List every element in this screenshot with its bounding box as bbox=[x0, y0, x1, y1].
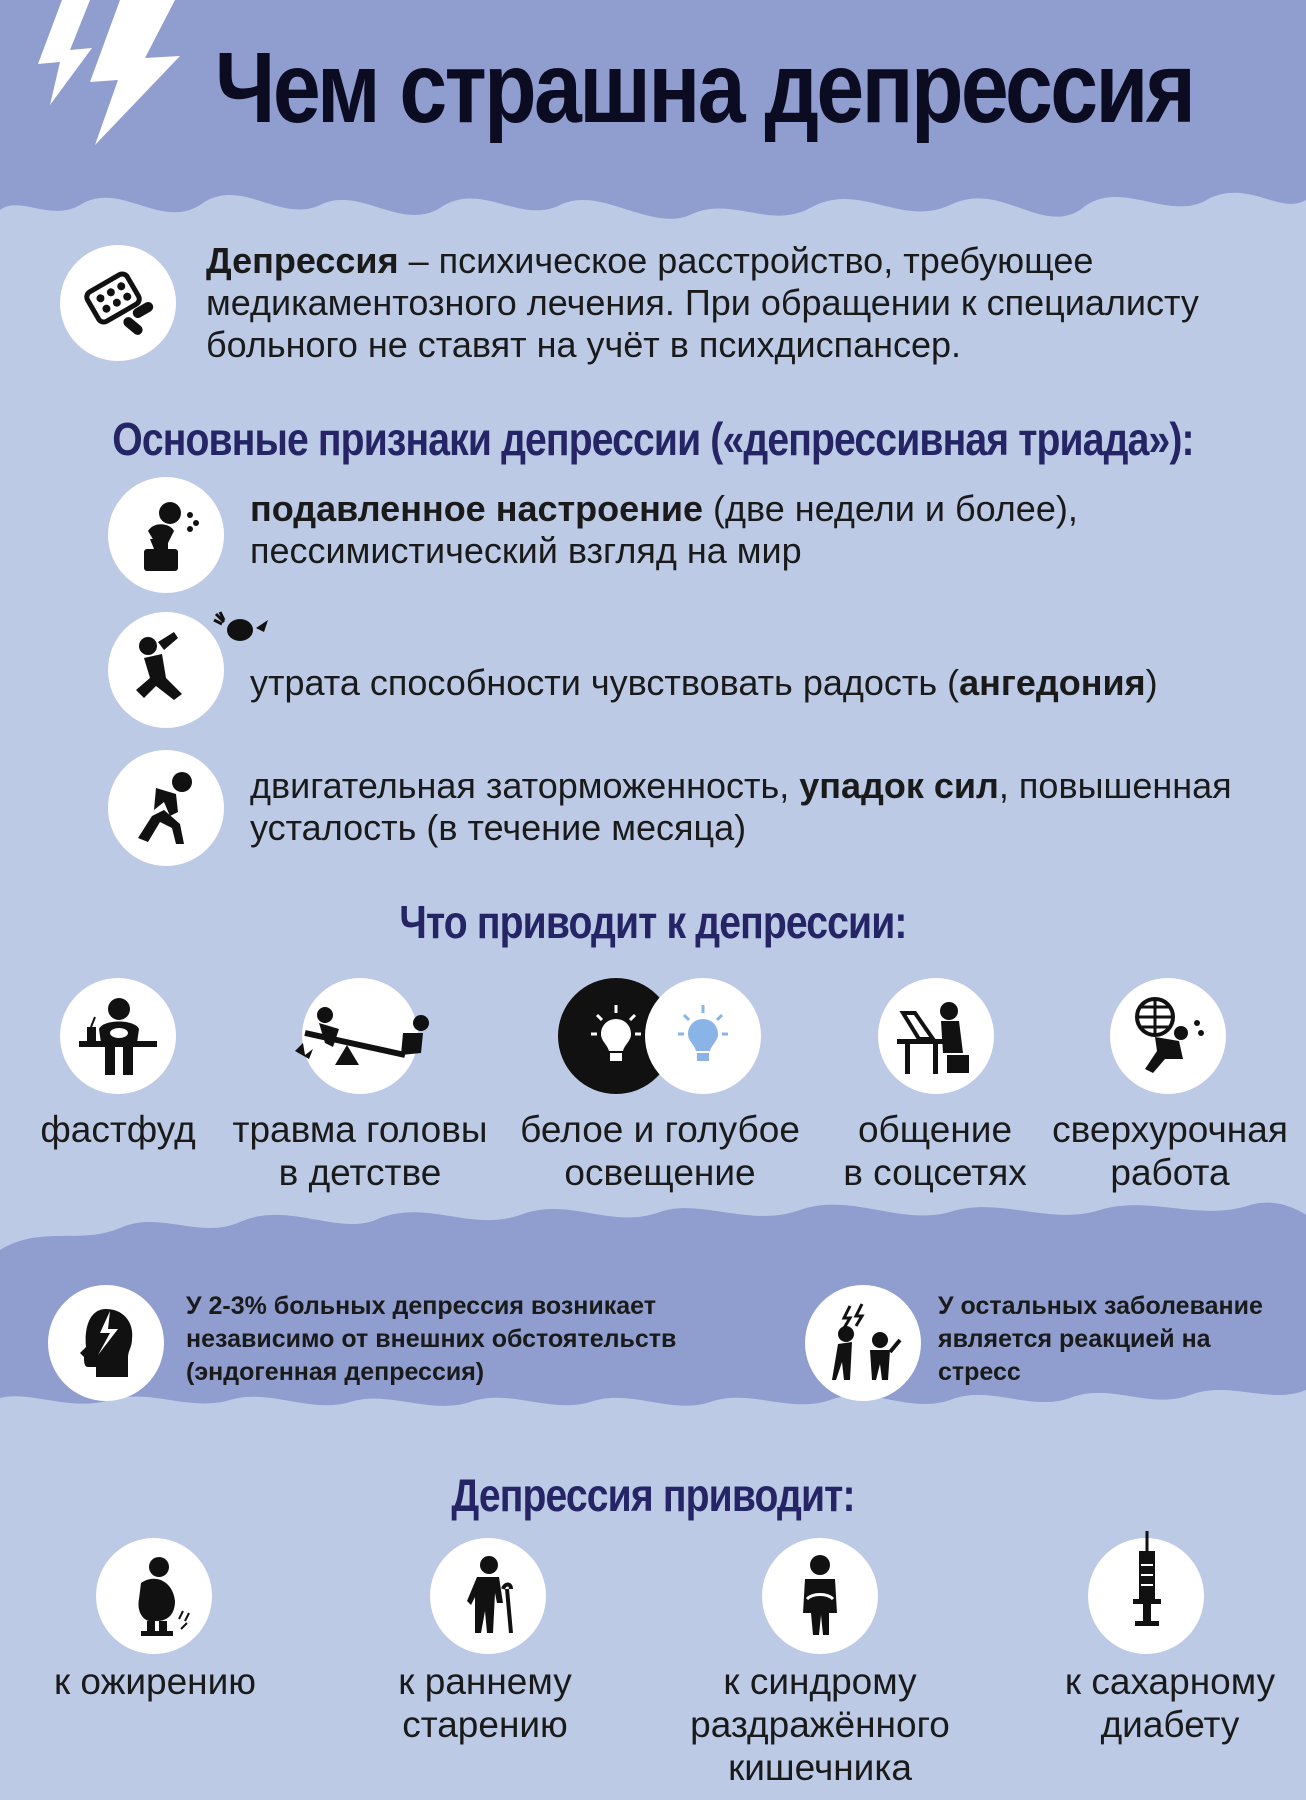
effect-2-line1: к раннему bbox=[398, 1661, 572, 1702]
sign-icon-circle-2 bbox=[108, 612, 224, 728]
cause-2-line1: травма головы bbox=[232, 1109, 488, 1150]
fastfood-icon bbox=[75, 993, 161, 1079]
elderly-person-icon bbox=[445, 1553, 531, 1639]
cause-icon-circle-1 bbox=[60, 978, 176, 1094]
syringe-icon bbox=[1103, 1529, 1189, 1639]
effect-icon-circle-2 bbox=[430, 1538, 546, 1654]
sign-item-1 bbox=[250, 488, 1250, 572]
masks-icon bbox=[212, 608, 272, 648]
pills-circle bbox=[60, 245, 176, 361]
cause-icon-circle-4 bbox=[878, 978, 994, 1094]
cause-caption-3 bbox=[510, 1108, 810, 1194]
cause-caption-2 bbox=[225, 1108, 495, 1194]
sign-2-rest: ) bbox=[1145, 662, 1158, 703]
cause-4-line1: общение bbox=[857, 1109, 1013, 1150]
cause-icon-circle-5 bbox=[1110, 978, 1226, 1094]
effect-caption-3 bbox=[660, 1660, 980, 1789]
effect-icon-circle-1 bbox=[96, 1538, 212, 1654]
sign-2-pre: утрата способности чувствовать радость ( bbox=[250, 662, 960, 703]
causes-heading: Что приводит к депрессии: bbox=[399, 896, 907, 948]
sign-1-rest: (две недели и более), пессимистический взгляд на мир bbox=[250, 488, 1078, 571]
sign-3-bold: упадок сил bbox=[799, 765, 999, 806]
sign-icon-circle-1 bbox=[108, 477, 224, 593]
effect-3-line1: к синдрому bbox=[723, 1661, 917, 1702]
cause-3-line2: освещение bbox=[564, 1152, 756, 1193]
blue-light-bulb-icon bbox=[668, 1001, 738, 1071]
endogenous-text: У 2-3% больных депрессия возникает независимо от внешних обстоятельств (эндогенная депрессия) bbox=[186, 1292, 677, 1386]
seesaw-icon bbox=[285, 993, 435, 1079]
effect-4-line2: диабету bbox=[1100, 1704, 1240, 1745]
effects-heading: Депрессия приводит: bbox=[451, 1469, 855, 1521]
stress-people-icon bbox=[820, 1300, 906, 1386]
cause-4-line2: в соцсетях bbox=[843, 1152, 1027, 1193]
cause-1-line1: фастфуд bbox=[40, 1109, 196, 1150]
effect-icon-circle-4 bbox=[1088, 1538, 1204, 1654]
sign-item-3 bbox=[250, 765, 1250, 849]
cause-5-line1: сверхурочная bbox=[1052, 1109, 1288, 1150]
cause-icon-circle-3b bbox=[645, 978, 761, 1094]
cause-caption-4 bbox=[825, 1108, 1045, 1194]
intro-definition: – психическое расстройство, требующее медикаментозного лечения. При обращении к специалисту больного не ставят на учёт в психдиспансер. bbox=[206, 240, 1199, 365]
laptop-person-icon bbox=[893, 993, 979, 1079]
effect-1-line1: к ожирению bbox=[53, 1661, 257, 1702]
reactive-text: У остальных заболевание является реакцией на стресс bbox=[938, 1292, 1263, 1386]
effect-icon-circle-3 bbox=[762, 1538, 878, 1654]
sign-2-bold: ангедония bbox=[959, 662, 1146, 703]
sign-item-2 bbox=[250, 662, 1250, 704]
signs-heading: Основные признаки депрессии («депрессивная триада»): bbox=[112, 413, 1194, 465]
cause-3-line1: белое и голубое bbox=[520, 1109, 800, 1150]
intro-term: Депрессия bbox=[206, 240, 399, 281]
effect-caption-4 bbox=[1040, 1660, 1300, 1746]
sad-person-icon bbox=[124, 493, 208, 577]
pills-icon bbox=[78, 263, 158, 343]
light-bulb-icon bbox=[581, 1001, 651, 1071]
cause-caption-5 bbox=[1040, 1108, 1300, 1194]
sign-icon-circle-3 bbox=[108, 750, 224, 866]
effect-caption-1 bbox=[20, 1660, 290, 1703]
cause-icon-circle-2 bbox=[302, 978, 418, 1094]
page-title: Чем страшна депрессия bbox=[215, 32, 1194, 144]
globe-carrier-icon bbox=[1125, 993, 1211, 1079]
cause-2-line2: в детстве bbox=[278, 1152, 442, 1193]
sign-3-rest: , повышенная усталость (в течение месяца) bbox=[250, 765, 1232, 848]
effect-caption-2 bbox=[350, 1660, 620, 1746]
head-lightning-icon bbox=[66, 1303, 146, 1383]
obese-person-icon bbox=[111, 1553, 197, 1639]
cause-caption-1 bbox=[18, 1108, 218, 1151]
sign-1-bold: подавленное настроение bbox=[250, 488, 704, 529]
kneeling-person-icon bbox=[124, 628, 208, 712]
reactive-icon-circle bbox=[805, 1285, 921, 1401]
intro-text bbox=[206, 240, 1266, 366]
effect-4-line1: к сахарному bbox=[1064, 1661, 1276, 1702]
effect-3-line3: кишечника bbox=[728, 1747, 912, 1788]
endogenous-icon-circle bbox=[48, 1285, 164, 1401]
effect-3-line2: раздражённого bbox=[690, 1704, 950, 1745]
tired-person-icon bbox=[124, 766, 208, 850]
sign-3-pre: двигательная заторможенность, bbox=[250, 765, 800, 806]
effect-2-line2: старению bbox=[402, 1704, 568, 1745]
stomach-ache-icon bbox=[777, 1553, 863, 1639]
cause-5-line2: работа bbox=[1110, 1152, 1230, 1193]
